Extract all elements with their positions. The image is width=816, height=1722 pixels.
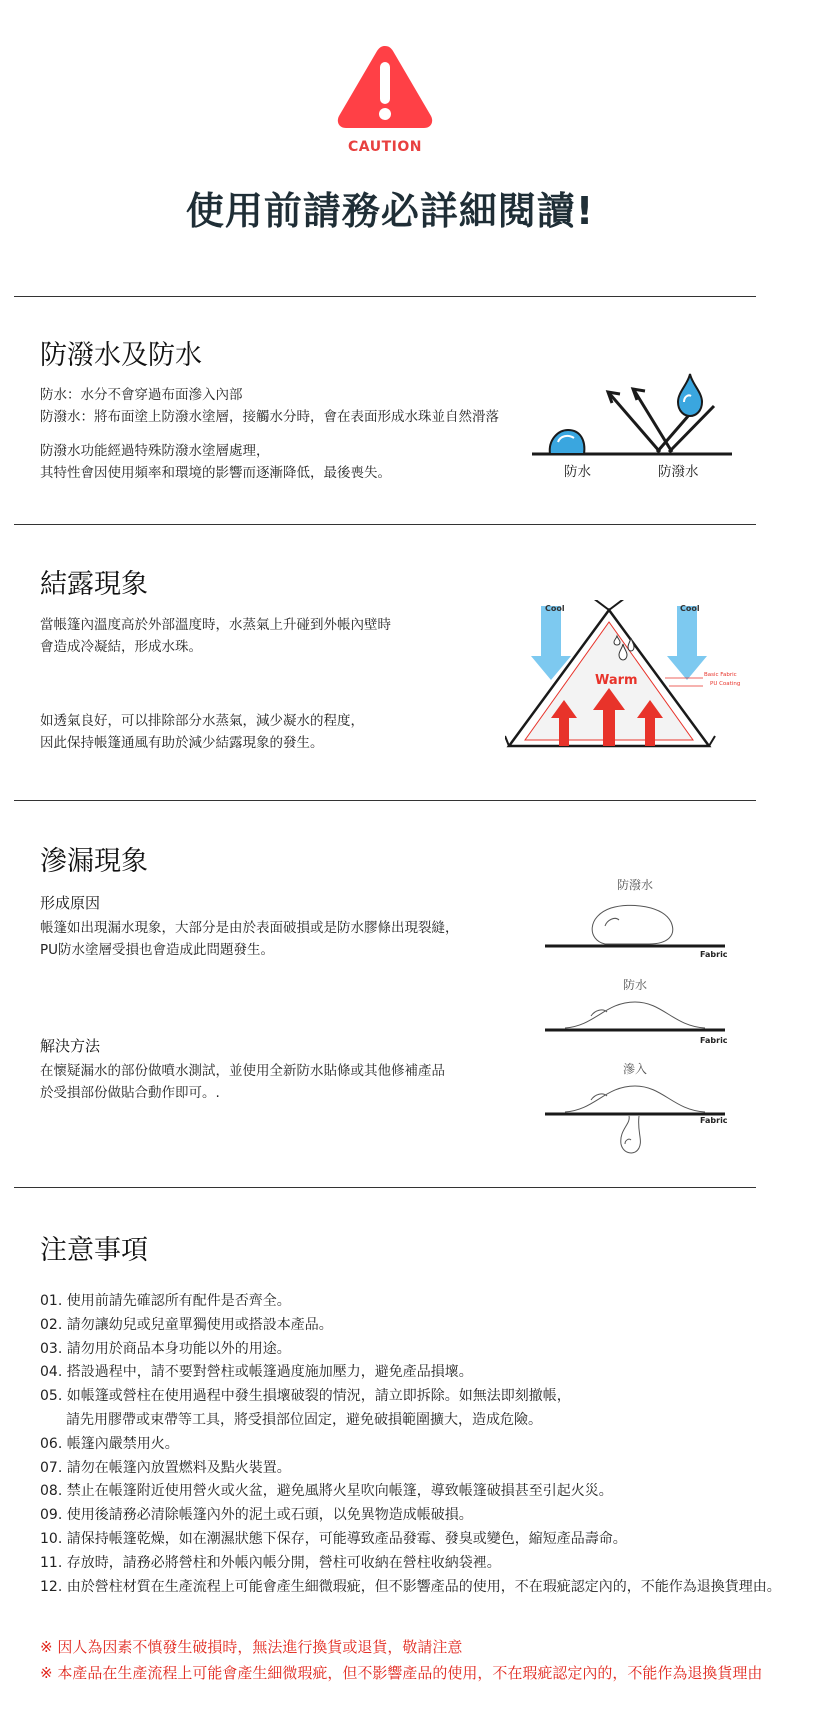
note-text: 10. 請保持帳篷乾燥，如在潮濕狀態下保存，可能導致產品發霉、發臭或變色，縮短產品壽命。 [40,1530,627,1547]
cause-line-1: 帳篷如出現漏水現象，大部分是由於表面破損或是防水膠條出現裂縫， [40,920,459,936]
waterproof-line-2: 防潑水：將布面塗上防潑水塗層，接觸水分時，會在表面形成水珠並自然滑落 [40,409,499,425]
cause-title: 形成原因 [40,894,101,912]
waterproof-line-1: 防水：水分不會穿過布面滲入內部 [40,387,243,403]
divider [14,296,756,297]
note-item [40,1433,781,1457]
note-item [40,1314,781,1338]
note-text: 11. 存放時，請務必將營柱和外帳內帳分開，營柱可收納在營柱收納袋裡。 [40,1554,501,1571]
divider [14,800,756,801]
waterproof-fig-label: 防水 [564,464,591,480]
condensation-line-4: 因此保持帳篷通風有助於減少結露現象的發生。 [40,735,324,751]
note-item [40,1457,781,1481]
warning-line-2: ※ 本產品在生產流程上可能會產生細微瑕疵，但不影響產品的使用，不在瑕疵認定內的，不能作為退換貨理由 [40,1664,763,1682]
solution-title: 解決方法 [40,1037,101,1055]
condensation-section-title: 結露現象 [40,569,148,600]
note-text: 04. 搭設過程中，請不要對營柱或帳篷過度施加壓力，避免產品損壞。 [40,1364,473,1381]
note-text: 08. 禁止在帳篷附近使用營火或火盆，避免風將火星吹向帳篷，導致帳篷破損甚至引起火災。 [40,1483,613,1500]
note-item [40,1504,781,1528]
notes-list [40,1290,781,1599]
cool-right-label: Cool [680,604,700,613]
note-item [40,1338,781,1362]
condensation-line-1: 當帳篷內溫度高於外部溫度時，水蒸氣上升碰到外帳內壁時 [40,617,391,633]
divider [14,524,756,525]
cool-left-label: Cool [545,604,565,613]
waterproof-line-3: 防潑水功能經過特殊防潑水塗層處理， [40,443,270,459]
water-bead-diagram [545,896,725,952]
note-text: 12. 由於營柱材質在生產流程上可能會產生細微瑕疵，但不影響產品的使用，不在瑕疵認定內的，不能作為退換貨理由。 [40,1578,781,1595]
note-item [40,1385,781,1433]
divider [14,1187,756,1188]
note-item [40,1576,781,1600]
note-text: 05. 如帳篷或營柱在使用過程中發生損壞破裂的情況，請立即拆除。如無法即刻撤帳， [40,1388,571,1405]
pu-coating-label: PU Coating [710,681,741,687]
note-text: 07. 請勿在帳篷內放置燃料及點火裝置。 [40,1459,291,1476]
leak-fig-1-label: 防潑水 [616,878,653,892]
waterproof-diagram [532,370,732,460]
page-title: 使用前請務必詳細閱讀! [185,189,595,233]
leak-fig-2-label: 防水 [622,978,647,992]
note-text: 03. 請勿用於商品本身功能以外的用途。 [40,1340,291,1357]
condensation-line-3: 如透氣良好，可以排除部分水蒸氣，減少凝水的程度， [40,713,364,729]
leak-fig-2-fabric: Fabric [700,1036,728,1045]
note-text: 09. 使用後請務必清除帳篷內外的泥土或石頭，以免異物造成帳破損。 [40,1507,473,1524]
leak-fig-3-fabric: Fabric [700,1116,728,1125]
notes-section-title: 注意事項 [40,1235,148,1266]
leakage-section-title: 滲漏現象 [40,846,148,877]
note-item [40,1528,781,1552]
warm-label: Warm [595,673,638,688]
note-text-continued: 請先用膠帶或束帶等工具，將受損部位固定，避免破損範圍擴大，造成危險。 [66,1411,542,1428]
note-text: 01. 使用前請先確認所有配件是否齊全。 [40,1293,291,1309]
waterproof-line-4: 其特性會因使用頻率和環境的影響而逐漸降低，最後喪失。 [40,465,391,481]
solution-line-2: 於受損部份做貼合動作即可。. [40,1085,220,1101]
water-repellent-fig-label: 防潑水 [658,464,699,480]
warning-line-1: ※ 因人為因素不慎發生破損時，無法進行換貨或退貨，敬請注意 [40,1638,463,1656]
note-item [40,1552,781,1576]
condensation-line-2: 會造成冷凝結，形成水珠。 [40,639,202,655]
note-item [40,1361,781,1385]
basic-fabric-label: Basic Fabric [704,672,737,678]
note-text: 06. 帳篷內嚴禁用火。 [40,1435,179,1452]
water-film-diagram [545,996,725,1036]
caution-icon [335,42,435,132]
leak-fig-1-fabric: Fabric [700,950,728,959]
cause-line-2: PU防水塗層受損也會造成此問題發生。 [40,942,275,958]
solution-line-1: 在懷疑漏水的部份做噴水測試，並使用全新防水貼條或其他修補產品 [40,1063,445,1079]
note-text: 02. 請勿讓幼兒或兒童單獨使用或搭設本產品。 [40,1316,333,1333]
leak-fig-3-label: 滲入 [622,1062,647,1076]
waterproof-section-title: 防潑水及防水 [40,340,202,371]
note-item [40,1480,781,1504]
water-seep-diagram [545,1080,725,1158]
note-item [40,1290,781,1314]
caution-label: CAUTION [348,139,422,155]
